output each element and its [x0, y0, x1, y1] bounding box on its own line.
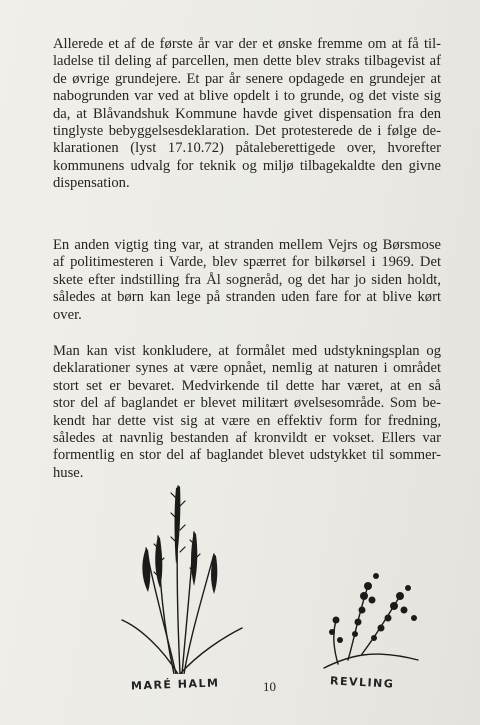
- text-line: således at børn kan lege på stranden uden fare for at blive kørt: [53, 289, 441, 306]
- heather-caption: REVLING: [329, 674, 395, 691]
- text-line: af politimesteren i Varde, blev spærret for bilkørsel i 1969. Det: [53, 254, 441, 271]
- text-line: huse.: [53, 464, 84, 481]
- text-line: tinglyste bebyggelsesdeklaration. Det protesterede de i følge de-: [53, 123, 441, 140]
- text-line: således at navnlig bestanden af kronvildt er vokset. Ellers var: [53, 430, 441, 447]
- text-line: da, at Blåvandshuk Kommune havde givet dispensation fra den: [53, 105, 441, 122]
- paragraph-1: [53, 36, 441, 193]
- heather-drawing: [318, 556, 428, 676]
- text-line: de øvrige grundejere. Et par år senere opdagede en grundejer at: [53, 70, 441, 87]
- text-line: formentlig en stor del af baglandet blevet udstykket til sommer-: [53, 447, 441, 464]
- text-line: klarationen (lyst 17.10.72) påtaleberettigede over, hvorefter: [53, 140, 441, 157]
- text-line: stor del af baglandet er blevet militært øvelsesområde. Som be-: [53, 395, 441, 412]
- text-line: dispensation.: [53, 175, 130, 192]
- text-line: deklarationer synes at være opnået, nemlig at naturen i området: [53, 360, 441, 377]
- text-line: kendt har dette vist sig at være en effektiv form for fredning,: [53, 412, 441, 429]
- text-line: skete efter indstilling fra Ål sogneråd, og det har jo siden holdt,: [53, 271, 441, 288]
- marram-grass-drawing: [118, 478, 248, 674]
- marram-grass-caption: MARÉ HALM: [130, 676, 220, 693]
- page-number: 10: [263, 679, 276, 694]
- paragraph-3: [53, 343, 441, 482]
- text-line: Man kan vist konkludere, at formålet med udstykningsplan og: [53, 343, 441, 359]
- text-line: kommunens udvalg for teknik og miljø tilbagekaldte den givne: [53, 157, 441, 174]
- text-line: En anden vigtig ting var, at stranden mellem Vejrs og Børsmose: [53, 237, 441, 253]
- text-line: nabogrunden var ved at blive opdelt i to grunde, og det viste sig: [53, 88, 441, 105]
- text-line: over.: [53, 306, 82, 323]
- text-line: Allerede et af de første år var der et ønske fremme om at få til-: [53, 36, 441, 52]
- paragraph-2: [53, 237, 441, 324]
- text-line: ladelse til deling af parcellen, men dette blev straks tilbagevist af: [53, 53, 441, 70]
- text-line: stort set er bevaret. Medvirkende til dette har været, at en så: [53, 377, 441, 394]
